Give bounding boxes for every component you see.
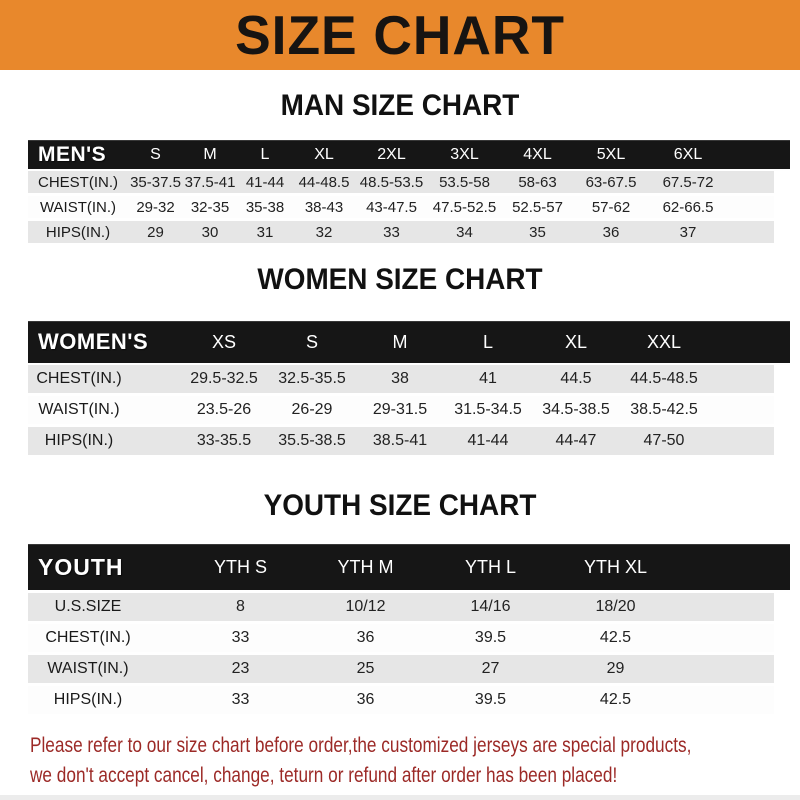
table-cell: 58-63: [518, 173, 557, 191]
row-label: CHEST(IN.): [38, 173, 118, 191]
women-size-table: [28, 321, 790, 455]
table-cell: 44.5: [560, 370, 592, 387]
table-row: [28, 593, 774, 621]
column-header: 5XL: [596, 145, 626, 163]
table-cell: 44.5-48.5: [630, 370, 698, 387]
table-cell: 42.5: [599, 691, 632, 708]
table-cell: 35-37.5: [130, 173, 181, 191]
size-chart-banner: [0, 0, 800, 70]
table-cell: 47-50: [643, 432, 685, 449]
table-cell: 31: [256, 223, 274, 241]
row-label: CHEST(IN.): [45, 629, 131, 646]
table-cell: 41-44: [245, 173, 285, 191]
table-cell: 29-31.5: [372, 401, 428, 418]
table-cell: 37: [679, 223, 697, 241]
men-table-header-bar: [28, 140, 790, 169]
table-cell: 42.5: [599, 629, 632, 646]
table-cell: 39.5: [474, 629, 507, 646]
order-policy-line-2: we don't accept cancel, change, teturn or refund after order has been placed!: [30, 764, 618, 787]
table-cell: 44-47: [555, 432, 597, 449]
column-header: XL: [314, 145, 334, 163]
table-cell: 38.5-42.5: [630, 401, 698, 418]
column-header: 3XL: [450, 145, 479, 163]
table-cell: 36: [356, 691, 375, 708]
table-cell: 30: [201, 223, 219, 241]
column-header: L: [482, 331, 493, 352]
youth-header-row: [28, 554, 774, 581]
table-cell: 53.5-58: [439, 173, 490, 191]
table-cell: 27: [481, 660, 500, 677]
table-cell: 33-35.5: [196, 432, 252, 449]
row-label: WAIST(IN.): [47, 660, 129, 677]
table-cell: 25: [356, 660, 375, 677]
table-cell: 38: [391, 370, 409, 387]
table-cell: 47.5-52.5: [432, 198, 497, 216]
table-cell: 37.5-41: [184, 173, 236, 191]
table-cell: 29.5-32.5: [190, 370, 258, 387]
table-cell: 48.5-53.5: [359, 173, 424, 191]
women-table-rows: [28, 365, 790, 455]
row-label: WAIST(IN.): [39, 198, 117, 216]
table-cell: 36: [602, 223, 620, 241]
women-section-heading: WOMEN SIZE CHART: [257, 263, 543, 296]
row-label: WAIST(IN.): [38, 401, 120, 418]
order-policy-line-1: Please refer to our size chart before order,the customized jerseys are special products,: [30, 734, 692, 757]
table-cell: 26-29: [291, 401, 333, 418]
men-table-rows: [28, 171, 790, 243]
table-cell: 32-35: [190, 198, 230, 216]
table-row: [28, 196, 774, 218]
column-header: YTH L: [464, 556, 516, 577]
column-header: 2XL: [377, 145, 406, 163]
table-cell: 52.5-57: [512, 198, 563, 216]
table-row: [28, 396, 774, 424]
banner-title: SIZE CHART: [235, 4, 565, 66]
order-policy-note: [0, 731, 800, 791]
table-cell: 35.5-38.5: [278, 432, 346, 449]
table-cell: 32: [315, 223, 333, 241]
women-header-label: WOMEN'S: [38, 329, 149, 354]
table-cell: 35: [529, 223, 546, 241]
table-cell: 43-47.5: [366, 198, 417, 216]
table-cell: 29-32: [136, 198, 175, 216]
table-cell: 29: [606, 660, 625, 677]
table-row: [28, 365, 774, 393]
table-cell: 14/16: [470, 598, 511, 615]
youth-size-section: [0, 490, 800, 714]
column-header: M: [392, 331, 408, 352]
table-row: [28, 427, 774, 455]
table-cell: 23: [231, 660, 250, 677]
women-table-header-bar: [28, 321, 790, 363]
women-header-row: [28, 329, 774, 355]
table-cell: 32.5-35.5: [278, 370, 346, 387]
column-header: YTH S: [213, 556, 267, 577]
women-size-section: [0, 264, 800, 455]
column-header: YTH XL: [583, 556, 648, 577]
table-cell: 10/12: [345, 598, 386, 615]
column-header: S: [150, 145, 161, 163]
youth-size-table: [28, 544, 790, 714]
table-cell: 38.5-41: [372, 432, 428, 449]
table-cell: 18/20: [595, 598, 636, 615]
table-cell: 62-66.5: [662, 198, 714, 216]
table-row: [28, 655, 774, 683]
table-row: [28, 221, 774, 243]
column-header: XXL: [646, 331, 682, 352]
table-cell: 67.5-72: [662, 173, 714, 191]
men-header-row: [28, 143, 774, 167]
table-cell: 41-44: [467, 432, 509, 449]
table-cell: 8: [236, 598, 245, 615]
youth-table-rows: [28, 593, 790, 714]
table-row: [28, 686, 774, 714]
men-size-table: [28, 140, 790, 243]
row-label: CHEST(IN.): [36, 370, 122, 387]
column-header: S: [305, 331, 318, 352]
column-header: 4XL: [523, 145, 552, 163]
table-row: [28, 624, 774, 652]
table-cell: 33: [231, 691, 250, 708]
row-label: HIPS(IN.): [53, 691, 123, 708]
table-cell: 33: [383, 223, 400, 241]
column-header: XL: [564, 331, 588, 352]
table-cell: 23.5-26: [196, 401, 252, 418]
row-label: HIPS(IN.): [44, 432, 114, 449]
youth-section-heading: YOUTH SIZE CHART: [263, 489, 537, 522]
column-header: YTH M: [337, 556, 394, 577]
table-cell: 29: [147, 223, 164, 241]
youth-header-label: YOUTH: [38, 553, 124, 580]
men-section-heading: MAN SIZE CHART: [280, 89, 520, 122]
column-header: M: [203, 145, 217, 163]
table-cell: 57-62: [591, 198, 631, 216]
row-label: U.S.SIZE: [54, 598, 122, 615]
table-cell: 38-43: [304, 198, 344, 216]
table-cell: 41: [479, 370, 497, 387]
column-header: XS: [211, 331, 236, 352]
table-cell: 63-67.5: [585, 173, 637, 191]
table-cell: 34.5-38.5: [542, 401, 610, 418]
table-cell: 33: [231, 629, 250, 646]
bottom-edge-strip: [0, 795, 800, 800]
column-header: L: [260, 145, 270, 163]
men-size-section: [0, 90, 800, 243]
table-cell: 39.5: [474, 691, 507, 708]
table-cell: 36: [356, 629, 375, 646]
row-label: HIPS(IN.): [45, 223, 111, 241]
table-cell: 44-48.5: [298, 173, 350, 191]
youth-table-header-bar: [28, 544, 790, 590]
table-row: [28, 171, 774, 193]
table-cell: 31.5-34.5: [454, 401, 522, 418]
table-cell: 35-38: [245, 198, 285, 216]
men-header-label: MEN'S: [38, 142, 107, 166]
table-cell: 34: [456, 223, 473, 241]
column-header: 6XL: [673, 145, 703, 163]
